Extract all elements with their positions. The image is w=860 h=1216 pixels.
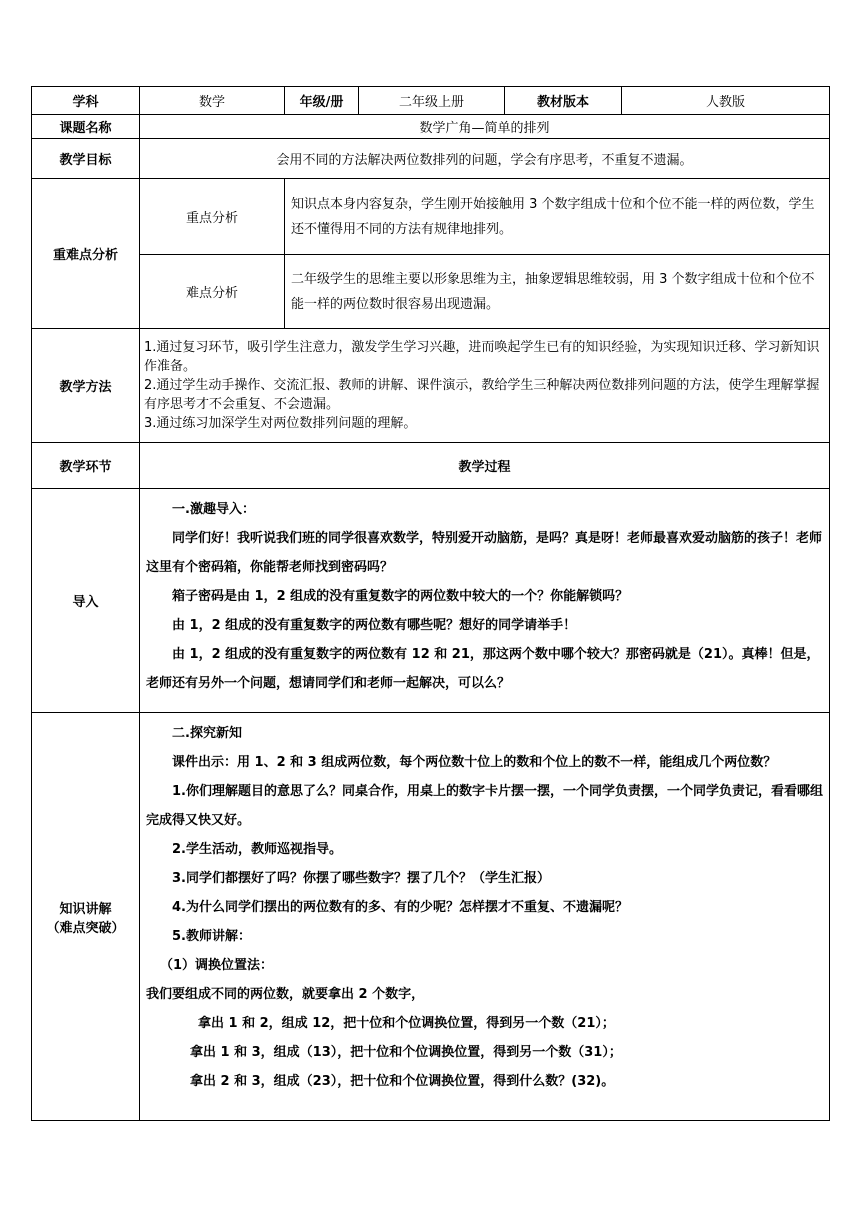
subject-value: 数学: [140, 87, 285, 115]
intro-row: [32, 489, 830, 713]
goal-label: 教学目标: [32, 139, 140, 179]
explain-content: [140, 713, 830, 1121]
goal-row: [32, 139, 830, 179]
explain-heading: 二.探究新知: [172, 726, 242, 741]
explain-step: 拿出 2 和 3，组成（23），把十位和个位调换位置，得到什么数？(32)。: [190, 1074, 615, 1089]
key-analysis-text: 知识点本身内容复杂，学生刚开始接触用 3 个数字组成十位和个位不能一样的两位数，学生还不懂得用不同的方法有规律地排列。: [285, 179, 830, 255]
method-text: [140, 329, 830, 443]
intro-label: 导入: [32, 489, 140, 713]
method-item: 1.通过复习环节，吸引学生注意力，激发学生学习兴趣，进而唤起学生已有的知识经验，为实现知识迁移、学习新知识作准备。: [144, 340, 820, 374]
explain-label-line2: （难点突破）: [46, 920, 125, 936]
explain-line: 2.学生活动，教师巡视指导。: [172, 842, 342, 857]
explain-line: 3.同学们都摆好了吗？你摆了哪些数字？摆了几个？（学生汇报）: [172, 871, 550, 886]
subject-label: 学科: [32, 87, 140, 115]
method-item: 3.通过练习加深学生对两位数排列问题的理解。: [144, 416, 417, 431]
header-row: [32, 87, 830, 115]
intro-line: 由 1，2 组成的没有重复数字的两位数有哪些呢？想好的同学请举手！: [172, 618, 577, 633]
intro-content: [140, 489, 830, 713]
explain-line: 4.为什么同学们摆出的两位数有的多、有的少呢？怎样摆才不重复、不遗漏呢？: [172, 900, 628, 915]
process-header-row: [32, 443, 830, 489]
explain-label: [32, 713, 140, 1121]
topic-label: 课题名称: [32, 115, 140, 139]
explain-sub-intro: 我们要组成不同的两位数，就要拿出 2 个数字，: [146, 987, 425, 1002]
edition-label: 教材版本: [505, 87, 622, 115]
method-item: 2.通过学生动手操作、交流汇报、教师的讲解、课件演示，教给学生三种解决两位数排列问题的方法，使学生理解掌握有序思考才不会重复、不会遗漏。: [144, 378, 820, 412]
intro-heading: 一.激趣导入：: [172, 502, 255, 517]
explain-step: 拿出 1 和 3，组成（13），把十位和个位调换位置，得到另一个数（31）；: [190, 1045, 622, 1060]
explain-row: [32, 713, 830, 1121]
grade-value: 二年级上册: [359, 87, 505, 115]
explain-sub-heading: （1）调换位置法：: [160, 958, 274, 973]
goal-value: 会用不同的方法解决两位数排列的问题，学会有序思考，不重复不遗漏。: [140, 139, 830, 179]
method-row: [32, 329, 830, 443]
topic-row: [32, 115, 830, 139]
explain-line: 1.你们理解题目的意思了么？同桌合作，用桌上的数字卡片摆一摆，一个同学负责摆，一个同学负责记，看看哪组完成得又快又好。: [146, 784, 823, 828]
process-stage-label: 教学环节: [32, 443, 140, 489]
topic-value: 数学广角—简单的排列: [140, 115, 830, 139]
process-title: 教学过程: [140, 443, 830, 489]
edition-value: 人教版: [622, 87, 830, 115]
key-analysis-label: 重点分析: [140, 179, 285, 255]
explain-line: 课件出示：用 1、2 和 3 组成两位数，每个两位数十位上的数和个位上的数不一样，能组成几个两位数？: [172, 755, 777, 770]
analysis-label: 重难点分析: [32, 179, 140, 329]
hard-analysis-text: 二年级学生的思维主要以形象思维为主，抽象逻辑思维较弱，用 3 个数字组成十位和个位不能一样的两位数时很容易出现遗漏。: [285, 255, 830, 329]
method-label: 教学方法: [32, 329, 140, 443]
intro-line: 由 1，2 组成的没有重复数字的两位数有 12 和 21，那这两个数中哪个较大？那密码就是（21）。真棒！但是，老师还有另外一个问题，想请同学们和老师一起解决，可以么？: [146, 647, 820, 691]
hard-analysis-row: [32, 255, 830, 329]
key-analysis-row: [32, 179, 830, 255]
explain-step: 拿出 1 和 2，组成 12，把十位和个位调换位置，得到另一个数（21）；: [198, 1016, 615, 1031]
lesson-plan-table: [31, 86, 830, 1121]
explain-label-line1: 知识讲解: [59, 901, 112, 917]
intro-line: 箱子密码是由 1，2 组成的没有重复数字的两位数中较大的一个？你能解锁吗？: [172, 589, 629, 604]
intro-line: 同学们好！我听说我们班的同学很喜欢数学，特别爱开动脑筋，是吗？真是呀！老师最喜欢爱动脑筋的孩子！老师这里有个密码箱，你能帮老师找到密码吗？: [146, 531, 823, 575]
explain-line: 5.教师讲解：: [172, 929, 251, 944]
hard-analysis-label: 难点分析: [140, 255, 285, 329]
grade-label: 年级/册: [285, 87, 359, 115]
